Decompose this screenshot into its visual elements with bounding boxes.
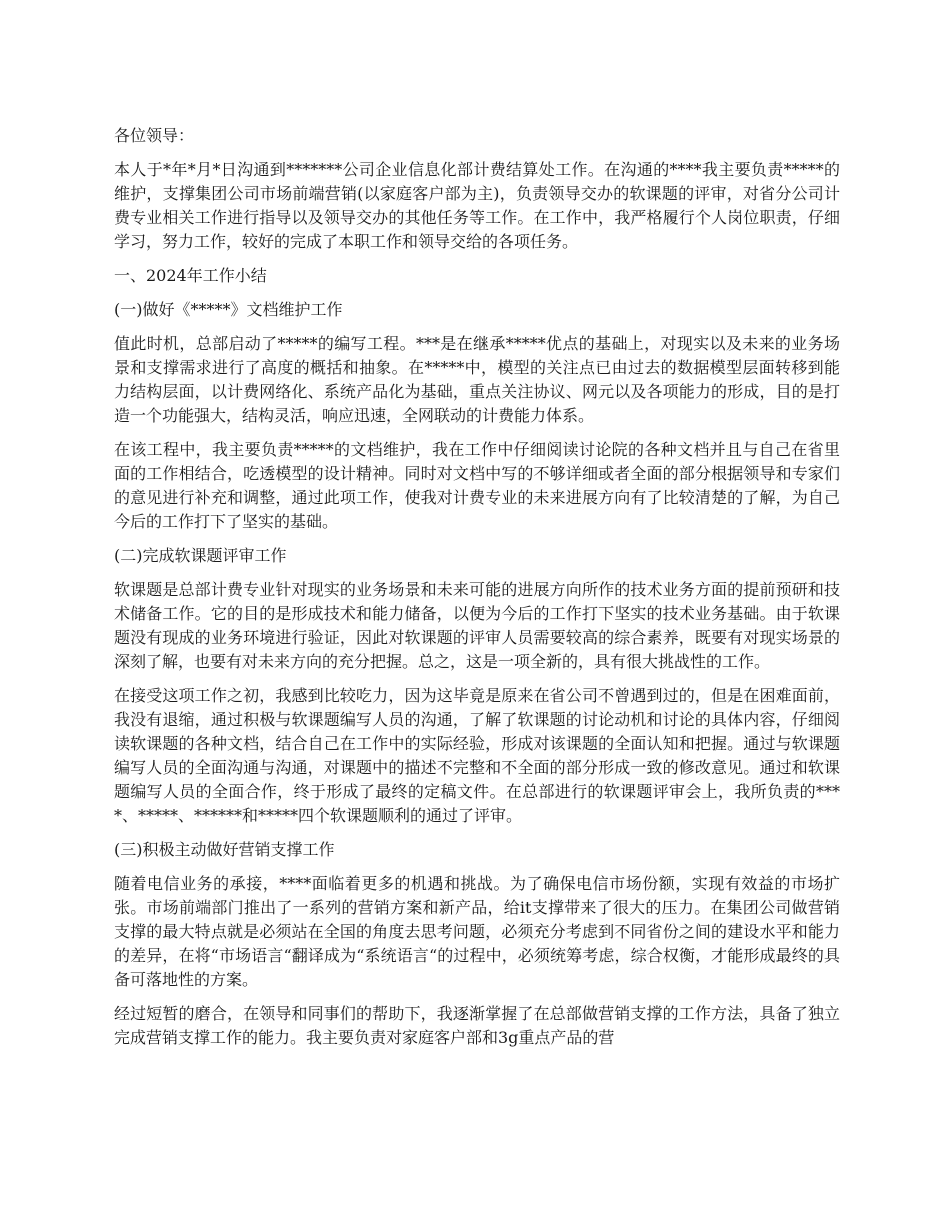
- document-page: [114, 124, 840, 1060]
- subsection-heading: (一)做好《*****》文档维护工作: [114, 300, 343, 319]
- body-paragraph: 软课题是总部计费专业针对现实的业务场景和未来可能的进展方向所作的技术业务方面的提前预研和技术储备工作。它的目的是形成技术和能力储备，以便为今后的工作打下坚实的技术业务基础。由于软课题没有现成的业务环境进行验证，因此对软课题的评审人员需要较高的综合素养，既要有对现实场景的深刻了解，也要有对未来方向的充分把握。总之，这是一项全新的，具有很大挑战性的工作。: [114, 580, 840, 671]
- salutation: 各位领导：: [114, 126, 195, 145]
- body-paragraph: 经过短暂的磨合，在领导和同事们的帮助下，我逐渐掌握了在总部做营销支撑的工作方法，具备了独立完成营销支撑工作的能力。我主要负责对家庭客户部和3g重点产品的营: [114, 1004, 840, 1047]
- subsection-heading: (三)积极主动做好营销支撑工作: [114, 840, 335, 859]
- body-paragraph: 在该工程中，我主要负责*****的文档维护，我在工作中仔细阅读讨论院的各种文档并且与自己在省里面的工作相结合，吃透模型的设计精神。同时对文档中写的不够详细或者全面的部分根据领导和专家们的意见进行补充和调整，通过此项工作，使我对计费专业的未来进展方向有了比较清楚的了解，为自己今后的工作打下了坚实的基础。: [114, 440, 840, 531]
- body-paragraph: 值此时机，总部启动了*****的编写工程。***是在继承*****优点的基础上，对现实以及未来的业务场景和支撑需求进行了高度的概括和抽象。在*****中，模型的关注点已由过去的数据模型层面转移到能力结构层面，以计费网络化、系统产品化为基础，重点关注协议、网元以及各项能力的形成，目的是打造一个功能强大，结构灵活，响应迅速，全网联动的计费能力体系。: [114, 334, 840, 425]
- intro-paragraph: 本人于*年*月*日沟通到*******公司企业信息化部计费结算处工作。在沟通的****我主要负责*****的维护，支撑集团公司市场前端营销(以家庭客户部为主)，负责领导交办的软课题的评审，对省分公司计费专业相关工作进行指导以及领导交办的其他任务等工作。在工作中，我严格履行个人岗位职责，仔细学习，努力工作，较好的完成了本职工作和领导交给的各项任务。: [114, 160, 840, 251]
- section-heading: 一、2024年工作小结: [114, 266, 267, 285]
- body-paragraph: 在接受这项工作之初，我感到比较吃力，因为这毕竟是原来在省公司不曾遇到过的，但是在困难面前，我没有退缩，通过积极与软课题编写人员的沟通，了解了软课题的讨论动机和讨论的具体内容，仔细阅读软课题的各种文档，结合自己在工作中的实际经验，形成对该课题的全面认知和把握。通过与软课题编写人员的全面沟通与沟通，对课题中的描述不完整和不全面的部分形成一致的修改意见。通过和软课题编写人员的全面合作，终于形成了最终的定稿文件。在总部进行的软课题评审会上，我所负责的****、*****、******和*****四个软课题顺利的通过了评审。: [114, 686, 840, 825]
- body-paragraph: 随着电信业务的承接，****面临着更多的机遇和挑战。为了确保电信市场份额，实现有效益的市场扩张。市场前端部门推出了一系列的营销方案和新产品，给it支撑带来了很大的压力。在集团公司做营销支撑的最大特点就是必须站在全国的角度去思考问题，必须充分考虑到不同省份之间的建设水平和能力的差异，在将“市场语言“翻译成为“系统语言“的过程中，必须统筹考虑，综合权衡，才能形成最终的具备可落地性的方案。: [114, 874, 840, 989]
- subsection-heading: (二)完成软课题评审工作: [114, 546, 287, 565]
